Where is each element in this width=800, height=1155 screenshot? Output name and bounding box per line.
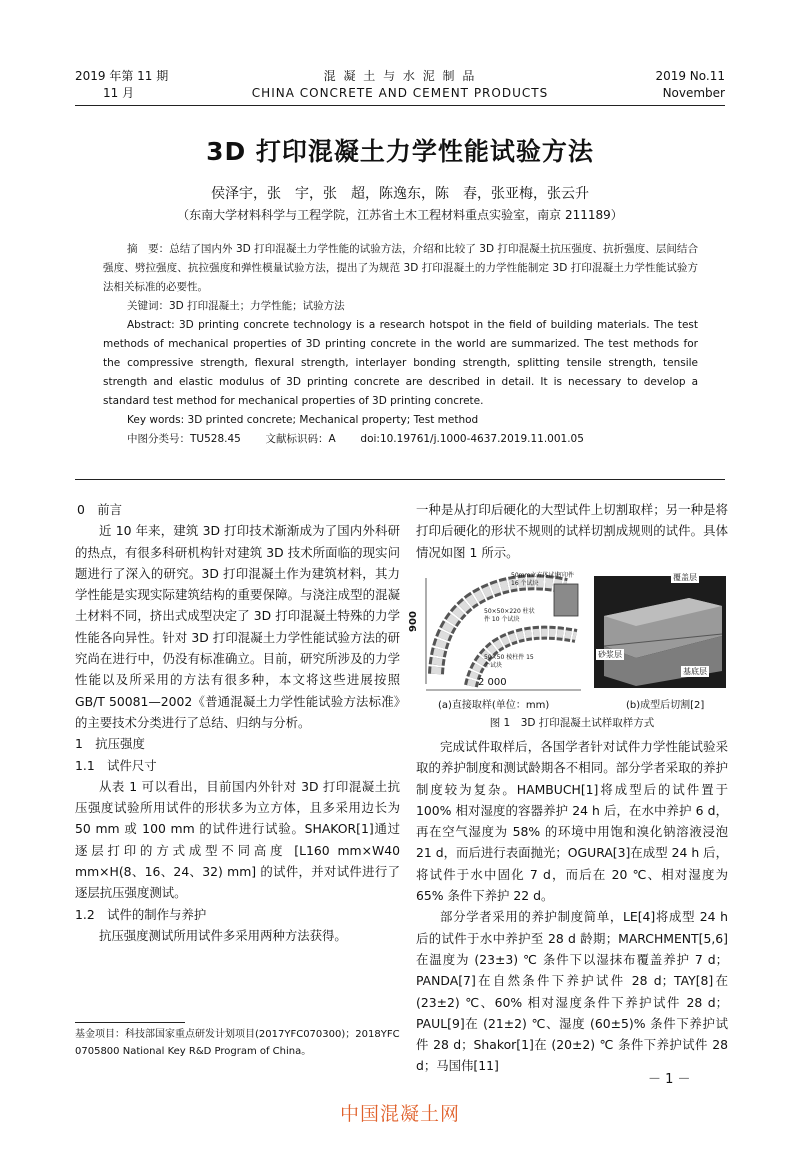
- abstract-rule: [75, 479, 725, 480]
- header-month-cn: 11 月: [103, 86, 135, 100]
- header-issue-en: 2019 No.11: [655, 69, 725, 83]
- affiliation: （东南大学材料科学与工程学院，江苏省土木工程材料重点实验室，南京 211189）: [177, 208, 623, 222]
- right-paragraph-1: 完成试件取样后，各国学者针对试件力学性能试验采取的养护制度和测试龄期各不相同。部分学者采取的养护制度较为复杂。HAMBUCH[1]将成型后的试件置于 100% 相对湿度的容器养护 24 h 后，在水中养护 6 d，再在空气湿度为 58% 的环境中用饱和溴化钠溶液浸泡 21 d，而后进行表面抛光；OGURA[3]在成型 24 h 后，将试件于水中固化 7 d，而后在 20 ℃、相对湿度为 65% 条件下养护 22 d。: [416, 739, 728, 904]
- figure-1a-dim-vertical: 900: [407, 611, 419, 632]
- keywords-en: Key words: 3D printed concrete; Mechanical property; Test method: [127, 414, 479, 426]
- watermark-text: 中国混凝土网: [339, 1103, 460, 1125]
- figure-1b-label-base: 基底层: [683, 667, 707, 676]
- abstract-cn: 摘 要：总结了国内外 3D 打印混凝土力学性能的试验方法，介绍和比较了 3D 打印混凝土抗压强度、抗折强度、层间结合强度、劈拉强度、抗拉强度和弹性模量试验方法，提出了为规范 3D 打印混凝土的力学性能制定 3D 打印混凝土力学性能试验方法相关标准的必要性。: [103, 243, 698, 293]
- doi: doi:10.19761/j.1000-4637.2019.11.001.05: [360, 433, 584, 445]
- paragraph-1-2: 抗压强度测试所用试件多采用两种方法获得。: [99, 927, 347, 943]
- footnote: 基金项目：科技部国家重点研发计划项目(2017YFC070300)；2018YFC 0705800 National Key R&D Program of China。: [75, 1029, 400, 1057]
- journal-name-cn: 混 凝 土 与 水 泥 制 品: [323, 69, 477, 83]
- figure-1b-label-mortar: 砂浆层: [598, 650, 622, 659]
- classification: 中图分类号：TU528.45: [127, 433, 241, 445]
- doc-code: 文献标识码：A: [265, 433, 336, 445]
- right-paragraph-2: 部分学者采用的养护制度简单，LE[4]将成型 24 h 后的试件于水中养护至 28 d 龄期；MARCHMENT[5,6]在温度为 (23±3) ℃ 条件下以湿抹布覆盖养护 7 d；PANDA[7]在自然条件下养护试件 28 d；TAY[8]在 (23±2) ℃、60% 相对湿度条件下养护试件 28 d；PAUL[9]在 (21±2) ℃、湿度 (60±5)% 条件下养护试件 28 d；Shakor[1]在 (20±2) ℃ 条件下养护试件 28 d；马国伟[11]: [416, 909, 728, 1074]
- header-right: [655, 68, 725, 102]
- header-issue-cn: 2019 年第 11 期: [75, 69, 169, 83]
- figure-1a-label-prism2: 50×50 棱柱件 15 个试块: [484, 654, 534, 669]
- intro-paragraph: 近 10 年来，建筑 3D 打印技术渐渐成为了国内外科研的热点，有很多科研机构针对建筑 3D 技术所面临的现实问题进行了深入的研究。3D 打印混凝土作为建筑材料，其力学性能是实现实际建筑结构的重要保障。与浇注成型的混凝土材料不同，挤出式成型决定了 3D 打印混凝土特殊的力学性能各向异性。针对 3D 打印混凝土力学性能试验方法的研究尚在进行中，仍没有标准确立。目前，研究所涉及的力学性能以及所采用的方法有很多种，本文将这些进展按照 GB/T 50081—2002《普通混凝土力学性能试验方法标准》的主要技术分类进行了总结、归纳与分析。: [75, 523, 400, 730]
- header-month-en: November: [662, 86, 725, 100]
- figure-1-caption: 图 1 3D 打印混凝土试样取样方式: [489, 717, 655, 729]
- figure-1a-label-print: 打印件: [556, 572, 575, 579]
- header-left: [75, 68, 168, 102]
- figure-1a-caption: (a)直接取样(单位：mm): [438, 700, 550, 711]
- paragraph-1-1: 从表 1 可以看出，目前国内外针对 3D 打印混凝土抗压强度试验所用试件的形状多为立方体，且多采用边长为 50 mm 或 100 mm 的试件进行试验。SHAKOR[1]通过逐层打印的方式成型不同高度 [L160 mm×W40 mm×H(8、16、24、32) mm] 的试件，并对试件进行了逐层抗压强度测试。: [75, 778, 400, 901]
- right-paragraph-top: 一种是从打印后硬化的大型试件上切割取样；另一种是将打印后硬化的形状不规则的试样切割成规则的试件。具体情况如图 1 所示。: [416, 502, 728, 560]
- figure-1a-dim-horizontal: 2 000: [478, 677, 507, 688]
- section-heading-1-1: 1.1 试件尺寸: [75, 757, 157, 773]
- figure-1: [407, 566, 728, 731]
- abstract-en: Abstract: 3D printing concrete technology is a research hotspot in the field of building materials. The test methods of mechanical properties of 3D printing concrete in the world are summarized. The test methods for the compressive strength, flexural strength, interlayer bonding strength, splitting tensile strength, tensile strength and elastic modulus of 3D printing concrete are described in detail. It is necessary to develop a standard test method for mechanical properties of 3D printing concrete.: [103, 319, 698, 407]
- figure-1a-label-cube: 50mm立方体试块 16 个试块: [511, 572, 561, 587]
- figure-1b-caption: (b)成型后切割[2]: [626, 700, 705, 711]
- classification-line: [103, 430, 698, 449]
- section-heading-1-2: 1.2 试件的制作与养护: [75, 906, 207, 922]
- keywords-cn: 关键词：3D 打印混凝土；力学性能；试验方法: [127, 300, 345, 312]
- article-title: 3D 打印混凝土力学性能试验方法: [206, 137, 594, 166]
- figure-1a-label-prism: 50×50×220 柱状件 10 个试块: [484, 608, 535, 623]
- abstract-block: [103, 240, 698, 449]
- header-rule: [75, 105, 725, 106]
- footnote-rule: [75, 1022, 185, 1023]
- page-number: － 1 －: [648, 1072, 691, 1087]
- left-column: [75, 499, 400, 946]
- figure-1b-label-cover: 覆盖层: [673, 573, 697, 582]
- section-heading-0: 0 前言: [77, 502, 123, 517]
- right-column-body: [416, 736, 728, 1077]
- right-column-top: [416, 499, 728, 563]
- section-heading-1: 1 抗压强度: [75, 736, 145, 752]
- journal-name-en: CHINA CONCRETE AND CEMENT PRODUCTS: [251, 86, 549, 100]
- authors: 侯泽宇，张 宇，张 超，陈逸东，陈 春，张亚梅，张云升: [211, 186, 589, 202]
- header-journal: [240, 68, 560, 102]
